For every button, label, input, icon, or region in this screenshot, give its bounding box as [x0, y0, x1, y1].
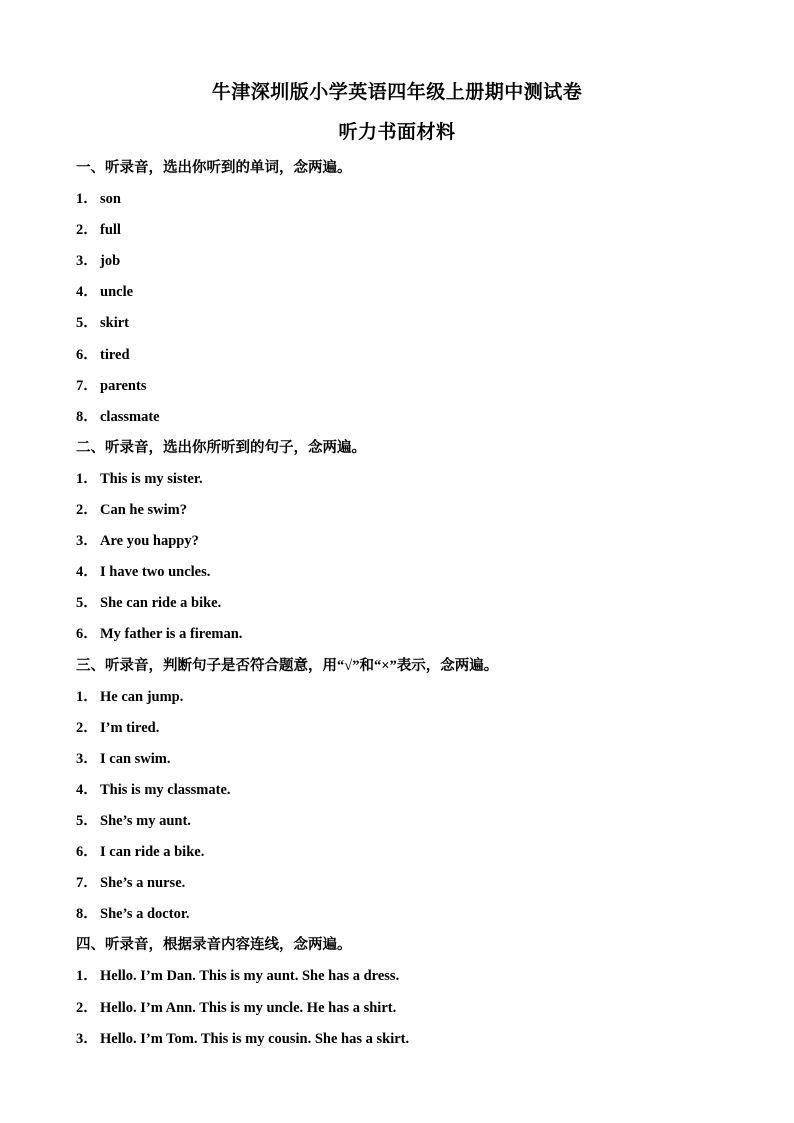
item-number: 2． — [76, 999, 98, 1016]
item-number: 5． — [76, 315, 98, 332]
list-item — [76, 277, 756, 308]
item-number: 5． — [76, 812, 98, 829]
list-item — [76, 1024, 756, 1055]
document-title: 牛津深圳版小学英语四年级上册期中测试卷 — [211, 82, 583, 103]
item-number: 2． — [76, 222, 98, 239]
item-text: Hello. I’m Dan. This is my aunt. She has a dress. — [100, 968, 400, 985]
list-item — [76, 402, 756, 433]
item-number: 1． — [76, 688, 98, 705]
list-item — [76, 184, 756, 215]
list-item — [76, 899, 756, 930]
item-text: This is my sister. — [100, 470, 203, 487]
item-number: 7． — [76, 875, 98, 892]
item-text: I’m tired. — [100, 719, 160, 736]
list-item — [76, 340, 756, 371]
list-item — [76, 464, 756, 495]
list-item — [76, 246, 756, 277]
list-item — [76, 308, 756, 339]
document-body — [76, 153, 756, 1055]
item-number: 4． — [76, 781, 98, 798]
list-item — [76, 713, 756, 744]
list-item — [76, 557, 756, 588]
list-item — [76, 744, 756, 775]
item-text: uncle — [100, 284, 134, 301]
item-text: classmate — [100, 408, 160, 425]
list-item — [76, 806, 756, 837]
list-item — [76, 588, 756, 619]
list-item — [76, 619, 756, 650]
item-text: job — [100, 253, 121, 270]
section-heading: 三、听录音，判断句子是否符合题意，用“√”和“×”表示，念两遍。 — [76, 657, 499, 674]
item-text: She’s a doctor. — [100, 906, 190, 923]
item-number: 7． — [76, 377, 98, 394]
section-heading: 一、听录音，选出你听到的单词，念两遍。 — [76, 160, 352, 176]
list-item — [76, 961, 756, 992]
item-text: I have two uncles. — [100, 564, 211, 581]
item-text: parents — [100, 377, 147, 394]
list-item — [76, 526, 756, 557]
item-text: Hello. I’m Tom. This is my cousin. She has a skirt. — [100, 1030, 410, 1047]
document-subtitle: 听力书面材料 — [338, 122, 456, 143]
item-text: Are you happy? — [100, 533, 199, 550]
item-number: 2． — [76, 502, 98, 519]
item-text: I can swim. — [100, 750, 171, 767]
item-number: 3． — [76, 253, 98, 270]
item-number: 8． — [76, 906, 98, 923]
item-text: son — [100, 191, 121, 208]
item-number: 3． — [76, 750, 98, 767]
item-number: 1． — [76, 191, 98, 208]
item-text: My father is a fireman. — [100, 626, 243, 643]
item-number: 4． — [76, 284, 98, 301]
list-item — [76, 868, 756, 899]
list-item — [76, 215, 756, 246]
item-number: 3． — [76, 1030, 98, 1047]
item-text: skirt — [100, 315, 129, 332]
item-text: I can ride a bike. — [100, 844, 205, 861]
item-number: 8． — [76, 408, 98, 425]
item-number: 3． — [76, 533, 98, 550]
list-item — [76, 371, 756, 402]
item-text: She’s my aunt. — [100, 812, 191, 829]
list-item — [76, 837, 756, 868]
list-item — [76, 682, 756, 713]
item-number: 2． — [76, 719, 98, 736]
item-number: 5． — [76, 595, 98, 612]
item-text: Can he swim? — [100, 502, 188, 519]
item-text: Hello. I’m Ann. This is my uncle. He has a shirt. — [100, 999, 397, 1016]
item-number: 6． — [76, 346, 98, 363]
item-number: 1． — [76, 470, 98, 487]
section-heading: 二、听录音，选出你所听到的句子，念两遍。 — [76, 439, 366, 456]
list-item — [76, 775, 756, 806]
list-item — [76, 993, 756, 1024]
list-item — [76, 495, 756, 526]
section-heading: 四、听录音，根据录音内容连线，念两遍。 — [76, 937, 352, 954]
item-text: This is my classmate. — [100, 781, 231, 798]
item-number: 4． — [76, 564, 98, 581]
item-text: She’s a nurse. — [100, 875, 186, 892]
item-text: full — [100, 222, 121, 239]
item-number: 6． — [76, 626, 98, 643]
item-text: She can ride a bike. — [100, 595, 222, 612]
item-number: 6． — [76, 844, 98, 861]
item-number: 1． — [76, 968, 98, 985]
item-text: He can jump. — [100, 688, 184, 705]
item-text: tired — [100, 346, 130, 363]
